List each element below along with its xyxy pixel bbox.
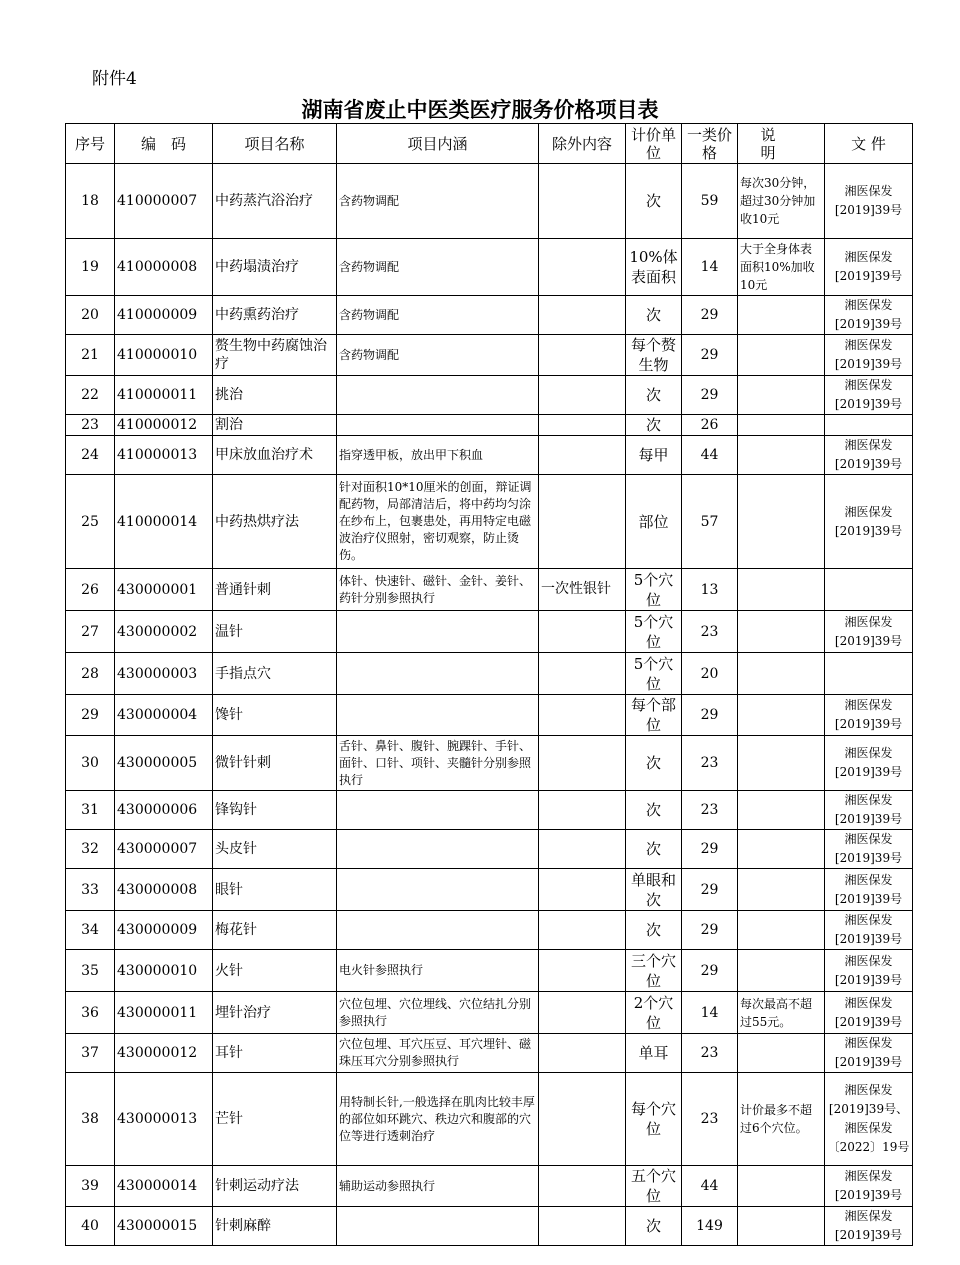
cell-seq: 24 xyxy=(66,436,115,475)
cell-excluded xyxy=(539,653,626,695)
cell-file: 湘医保发[2019]39号、湘医保发〔2022〕19号 xyxy=(825,1073,913,1166)
cell-excluded xyxy=(539,695,626,736)
table-row xyxy=(66,1034,913,1073)
cell-item-name: 馋针 xyxy=(213,695,337,736)
cell-seq: 27 xyxy=(66,611,115,653)
cell-price: 14 xyxy=(682,239,738,296)
cell-note: 每次最高不超过55元。 xyxy=(738,992,825,1034)
header-price: 一类价格 xyxy=(682,124,738,164)
cell-file: 湘医保发[2019]39号 xyxy=(825,239,913,296)
cell-seq: 38 xyxy=(66,1073,115,1166)
cell-file: 湘医保发[2019]39号 xyxy=(825,911,913,950)
cell-code: 430000006 xyxy=(115,791,213,830)
header-code: 编 码 xyxy=(115,124,213,164)
cell-note xyxy=(738,569,825,611)
cell-seq: 21 xyxy=(66,335,115,376)
cell-content: 辅助运动参照执行 xyxy=(337,1166,539,1207)
cell-item-name: 温针 xyxy=(213,611,337,653)
cell-excluded xyxy=(539,296,626,335)
cell-note xyxy=(738,1166,825,1207)
cell-excluded xyxy=(539,475,626,569)
cell-content xyxy=(337,376,539,415)
cell-note: 每次30分钟，超过30分钟加收10元 xyxy=(738,164,825,239)
price-item-table xyxy=(65,123,913,1246)
table-row xyxy=(66,736,913,791)
cell-code: 430000014 xyxy=(115,1166,213,1207)
cell-price: 29 xyxy=(682,950,738,992)
header-note: 说 明 xyxy=(738,124,825,164)
cell-item-name: 甲床放血治疗术 xyxy=(213,436,337,475)
cell-code: 430000004 xyxy=(115,695,213,736)
cell-code: 430000001 xyxy=(115,569,213,611)
cell-note xyxy=(738,911,825,950)
cell-seq: 30 xyxy=(66,736,115,791)
header-content: 项目内涵 xyxy=(337,124,539,164)
cell-file xyxy=(825,415,913,436)
cell-item-name: 微针针刺 xyxy=(213,736,337,791)
cell-note xyxy=(738,830,825,869)
header-seq: 序号 xyxy=(66,124,115,164)
cell-code: 410000007 xyxy=(115,164,213,239)
cell-price: 29 xyxy=(682,335,738,376)
cell-content xyxy=(337,653,539,695)
header-excluded: 除外内容 xyxy=(539,124,626,164)
cell-content xyxy=(337,869,539,911)
cell-file xyxy=(825,653,913,695)
cell-item-name: 中药熏药治疗 xyxy=(213,296,337,335)
cell-seq: 40 xyxy=(66,1207,115,1246)
cell-excluded xyxy=(539,950,626,992)
table-row xyxy=(66,1073,913,1166)
cell-excluded xyxy=(539,1073,626,1166)
cell-excluded: 一次性银针 xyxy=(539,569,626,611)
cell-content xyxy=(337,695,539,736)
cell-excluded xyxy=(539,869,626,911)
cell-unit: 五个穴位 xyxy=(626,1166,682,1207)
table-row xyxy=(66,992,913,1034)
cell-excluded xyxy=(539,376,626,415)
cell-unit: 次 xyxy=(626,911,682,950)
cell-seq: 28 xyxy=(66,653,115,695)
cell-code: 430000008 xyxy=(115,869,213,911)
cell-file: 湘医保发[2019]39号 xyxy=(825,296,913,335)
cell-code: 430000013 xyxy=(115,1073,213,1166)
cell-note xyxy=(738,335,825,376)
cell-price: 29 xyxy=(682,376,738,415)
cell-code: 410000012 xyxy=(115,415,213,436)
cell-item-name: 普通针刺 xyxy=(213,569,337,611)
cell-note xyxy=(738,791,825,830)
cell-note xyxy=(738,1034,825,1073)
cell-content: 体针、快速针、磁针、金针、姜针、药针分别参照执行 xyxy=(337,569,539,611)
cell-price: 44 xyxy=(682,1166,738,1207)
cell-price: 23 xyxy=(682,736,738,791)
cell-note: 大于全身体表面积10%加收10元 xyxy=(738,239,825,296)
cell-note xyxy=(738,436,825,475)
cell-file: 湘医保发[2019]39号 xyxy=(825,376,913,415)
cell-seq: 36 xyxy=(66,992,115,1034)
cell-content xyxy=(337,830,539,869)
cell-unit: 5个穴位 xyxy=(626,611,682,653)
cell-excluded xyxy=(539,1034,626,1073)
cell-file: 湘医保发[2019]39号 xyxy=(825,1166,913,1207)
cell-content xyxy=(337,791,539,830)
cell-price: 59 xyxy=(682,164,738,239)
cell-excluded xyxy=(539,415,626,436)
cell-code: 430000007 xyxy=(115,830,213,869)
table-row xyxy=(66,611,913,653)
cell-item-name: 中药蒸汽浴治疗 xyxy=(213,164,337,239)
page-title: 湖南省废止中医类医疗服务价格项目表 xyxy=(301,98,659,122)
cell-code: 430000015 xyxy=(115,1207,213,1246)
cell-content: 用特制长针,一般选择在肌肉比较丰厚的部位如环跳穴、秩边穴和腹部的穴位等进行透刺治疗 xyxy=(337,1073,539,1166)
cell-code: 430000012 xyxy=(115,1034,213,1073)
table-row xyxy=(66,653,913,695)
cell-content: 含药物调配 xyxy=(337,164,539,239)
cell-item-name: 头皮针 xyxy=(213,830,337,869)
cell-price: 23 xyxy=(682,1034,738,1073)
cell-excluded xyxy=(539,736,626,791)
cell-excluded xyxy=(539,791,626,830)
cell-file: 湘医保发[2019]39号 xyxy=(825,992,913,1034)
table-header-row xyxy=(66,124,913,164)
cell-code: 430000011 xyxy=(115,992,213,1034)
cell-price: 20 xyxy=(682,653,738,695)
cell-content: 含药物调配 xyxy=(337,296,539,335)
cell-excluded xyxy=(539,992,626,1034)
cell-content: 指穿透甲板，放出甲下积血 xyxy=(337,436,539,475)
cell-content: 针对面积10*10厘米的创面，辩证调配药物，局部清洁后，将中药均匀涂在纱布上，包裹患处，再用特定电磁波治疗仪照射，密切观察，防止烫伤。 xyxy=(337,475,539,569)
cell-code: 410000009 xyxy=(115,296,213,335)
cell-excluded xyxy=(539,335,626,376)
cell-unit: 次 xyxy=(626,1207,682,1246)
table-row xyxy=(66,1166,913,1207)
cell-excluded xyxy=(539,239,626,296)
cell-file: 湘医保发[2019]39号 xyxy=(825,436,913,475)
cell-note xyxy=(738,653,825,695)
cell-file: 湘医保发[2019]39号 xyxy=(825,611,913,653)
cell-content xyxy=(337,611,539,653)
cell-unit: 每个穴位 xyxy=(626,1073,682,1166)
cell-code: 430000009 xyxy=(115,911,213,950)
cell-note: 计价最多不超过6个穴位。 xyxy=(738,1073,825,1166)
cell-unit: 10%体表面积 xyxy=(626,239,682,296)
cell-note xyxy=(738,296,825,335)
cell-item-name: 针刺运动疗法 xyxy=(213,1166,337,1207)
cell-seq: 23 xyxy=(66,415,115,436)
cell-content: 含药物调配 xyxy=(337,239,539,296)
table-row xyxy=(66,376,913,415)
cell-file: 湘医保发[2019]39号 xyxy=(825,830,913,869)
cell-seq: 39 xyxy=(66,1166,115,1207)
cell-item-name: 割治 xyxy=(213,415,337,436)
cell-price: 29 xyxy=(682,911,738,950)
cell-file: 湘医保发[2019]39号 xyxy=(825,791,913,830)
cell-excluded xyxy=(539,436,626,475)
cell-item-name: 中药热烘疗法 xyxy=(213,475,337,569)
cell-price: 13 xyxy=(682,569,738,611)
cell-content: 穴位包埋、耳穴压豆、耳穴埋针、磁珠压耳穴分别参照执行 xyxy=(337,1034,539,1073)
cell-file: 湘医保发[2019]39号 xyxy=(825,335,913,376)
cell-unit: 次 xyxy=(626,791,682,830)
cell-content: 含药物调配 xyxy=(337,335,539,376)
cell-content xyxy=(337,1207,539,1246)
header-file: 文 件 xyxy=(825,124,913,164)
cell-item-name: 梅花针 xyxy=(213,911,337,950)
cell-unit: 5个穴位 xyxy=(626,569,682,611)
cell-unit: 次 xyxy=(626,736,682,791)
cell-seq: 29 xyxy=(66,695,115,736)
cell-file: 湘医保发[2019]39号 xyxy=(825,736,913,791)
cell-note xyxy=(738,475,825,569)
cell-note xyxy=(738,1207,825,1246)
cell-seq: 26 xyxy=(66,569,115,611)
cell-price: 29 xyxy=(682,869,738,911)
cell-item-name: 锋钩针 xyxy=(213,791,337,830)
cell-unit: 次 xyxy=(626,830,682,869)
cell-unit: 2个穴位 xyxy=(626,992,682,1034)
cell-note xyxy=(738,950,825,992)
cell-price: 29 xyxy=(682,695,738,736)
cell-file: 湘医保发[2019]39号 xyxy=(825,164,913,239)
cell-file: 湘医保发[2019]39号 xyxy=(825,1034,913,1073)
header-name: 项目名称 xyxy=(213,124,337,164)
cell-code: 430000002 xyxy=(115,611,213,653)
table-row xyxy=(66,164,913,239)
cell-item-name: 手指点穴 xyxy=(213,653,337,695)
cell-file: 湘医保发[2019]39号 xyxy=(825,695,913,736)
cell-item-name: 赘生物中药腐蚀治疗 xyxy=(213,335,337,376)
cell-seq: 34 xyxy=(66,911,115,950)
table-row xyxy=(66,950,913,992)
cell-price: 149 xyxy=(682,1207,738,1246)
cell-price: 44 xyxy=(682,436,738,475)
cell-price: 29 xyxy=(682,830,738,869)
table-row xyxy=(66,830,913,869)
cell-excluded xyxy=(539,1207,626,1246)
table-row xyxy=(66,335,913,376)
cell-item-name: 火针 xyxy=(213,950,337,992)
cell-seq: 20 xyxy=(66,296,115,335)
cell-file: 湘医保发[2019]39号 xyxy=(825,950,913,992)
cell-content xyxy=(337,911,539,950)
cell-item-name: 挑治 xyxy=(213,376,337,415)
cell-price: 26 xyxy=(682,415,738,436)
cell-note xyxy=(738,869,825,911)
table-row xyxy=(66,415,913,436)
cell-unit: 单眼和次 xyxy=(626,869,682,911)
table-row xyxy=(66,436,913,475)
cell-content: 电火针参照执行 xyxy=(337,950,539,992)
cell-excluded xyxy=(539,611,626,653)
cell-code: 410000010 xyxy=(115,335,213,376)
cell-item-name: 眼针 xyxy=(213,869,337,911)
cell-price: 14 xyxy=(682,992,738,1034)
cell-code: 410000008 xyxy=(115,239,213,296)
cell-seq: 32 xyxy=(66,830,115,869)
cell-file: 湘医保发[2019]39号 xyxy=(825,869,913,911)
cell-seq: 22 xyxy=(66,376,115,415)
cell-content xyxy=(337,415,539,436)
cell-code: 430000003 xyxy=(115,653,213,695)
cell-code: 430000005 xyxy=(115,736,213,791)
cell-unit: 每甲 xyxy=(626,436,682,475)
cell-price: 57 xyxy=(682,475,738,569)
table-row xyxy=(66,791,913,830)
cell-item-name: 中药塌渍治疗 xyxy=(213,239,337,296)
cell-unit: 每个部位 xyxy=(626,695,682,736)
cell-price: 29 xyxy=(682,296,738,335)
cell-file xyxy=(825,569,913,611)
cell-seq: 18 xyxy=(66,164,115,239)
table-row xyxy=(66,911,913,950)
cell-code: 410000014 xyxy=(115,475,213,569)
cell-seq: 31 xyxy=(66,791,115,830)
cell-content: 舌针、鼻针、腹针、腕踝针、手针、面针、口针、项针、夹髓针分别参照执行 xyxy=(337,736,539,791)
attachment-label: 附件4 xyxy=(92,69,137,89)
cell-unit: 次 xyxy=(626,296,682,335)
cell-seq: 25 xyxy=(66,475,115,569)
cell-code: 410000013 xyxy=(115,436,213,475)
cell-excluded xyxy=(539,911,626,950)
table-row xyxy=(66,296,913,335)
cell-code: 410000011 xyxy=(115,376,213,415)
cell-excluded xyxy=(539,164,626,239)
cell-file: 湘医保发[2019]39号 xyxy=(825,1207,913,1246)
header-unit: 计价单位 xyxy=(626,124,682,164)
cell-content: 穴位包埋、穴位埋线、穴位结扎分别参照执行 xyxy=(337,992,539,1034)
cell-unit: 单耳 xyxy=(626,1034,682,1073)
cell-file: 湘医保发[2019]39号 xyxy=(825,475,913,569)
cell-note xyxy=(738,611,825,653)
cell-note xyxy=(738,736,825,791)
cell-price: 23 xyxy=(682,791,738,830)
cell-item-name: 针刺麻醉 xyxy=(213,1207,337,1246)
cell-unit: 5个穴位 xyxy=(626,653,682,695)
cell-seq: 19 xyxy=(66,239,115,296)
cell-unit: 每个赘生物 xyxy=(626,335,682,376)
cell-note xyxy=(738,376,825,415)
table-row xyxy=(66,1207,913,1246)
cell-unit: 次 xyxy=(626,415,682,436)
cell-unit: 次 xyxy=(626,164,682,239)
cell-seq: 35 xyxy=(66,950,115,992)
cell-note xyxy=(738,695,825,736)
cell-unit: 部位 xyxy=(626,475,682,569)
cell-note xyxy=(738,415,825,436)
cell-unit: 次 xyxy=(626,376,682,415)
table-row xyxy=(66,695,913,736)
table-row xyxy=(66,475,913,569)
cell-seq: 37 xyxy=(66,1034,115,1073)
table-body xyxy=(66,164,913,1246)
table-row xyxy=(66,869,913,911)
table-row xyxy=(66,569,913,611)
table-row xyxy=(66,239,913,296)
cell-excluded xyxy=(539,830,626,869)
cell-code: 430000010 xyxy=(115,950,213,992)
cell-seq: 33 xyxy=(66,869,115,911)
cell-item-name: 埋针治疗 xyxy=(213,992,337,1034)
cell-item-name: 耳针 xyxy=(213,1034,337,1073)
cell-price: 23 xyxy=(682,611,738,653)
cell-excluded xyxy=(539,1166,626,1207)
cell-price: 23 xyxy=(682,1073,738,1166)
cell-unit: 三个穴位 xyxy=(626,950,682,992)
cell-item-name: 芒针 xyxy=(213,1073,337,1166)
